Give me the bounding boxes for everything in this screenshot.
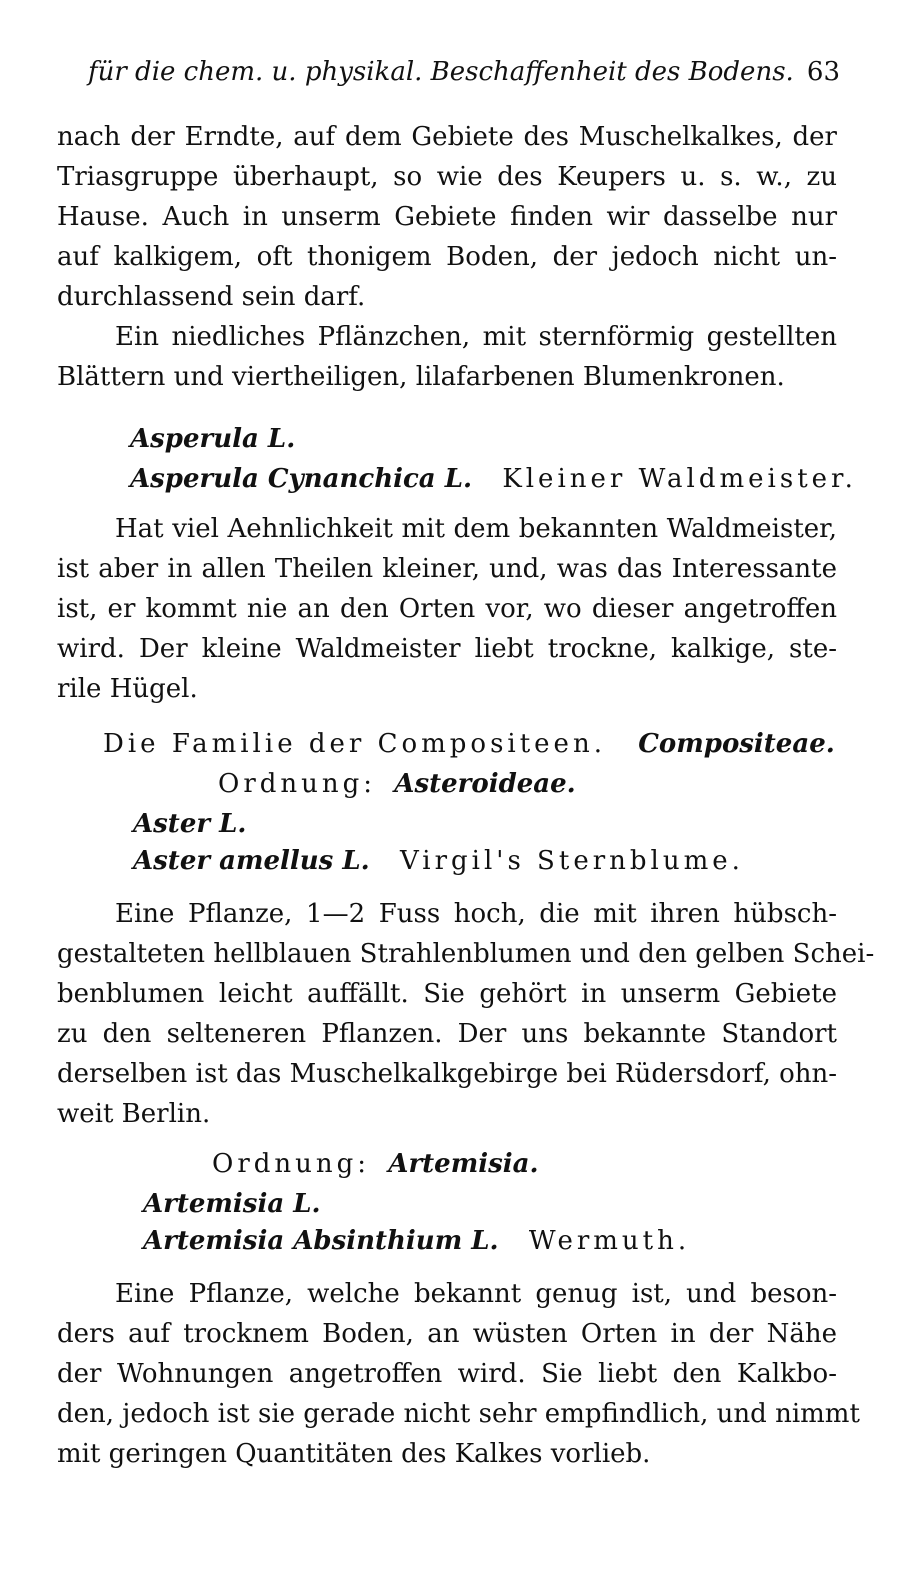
page-number: 63 xyxy=(806,57,840,87)
family-latin-name: Compositeae. xyxy=(638,729,835,759)
paragraph-line: zu den selteneren Pflanzen. Der uns bekannte Standort xyxy=(57,1019,837,1049)
species-latin-name: Asperula Cynanchica L. xyxy=(130,464,473,494)
order-label: Ordnung: xyxy=(218,769,377,799)
order-heading xyxy=(212,1145,539,1183)
paragraph-line: derselben ist das Muschelkalkgebirge bei Rüdersdorf, ohn- xyxy=(57,1059,838,1089)
paragraph-line: den, jedoch ist sie gerade nicht sehr empfindlich, und nimmt xyxy=(57,1399,860,1429)
order-name: Artemisia. xyxy=(388,1149,539,1179)
paragraph-line: benblumen leicht auffällt. Sie gehört in unserm Gebiete xyxy=(57,979,837,1009)
family-label: Die Familie der Compositeen. xyxy=(103,729,606,759)
paragraph-line: Eine Pflanze, 1—2 Fuss hoch, die mit ihren hübsch- xyxy=(115,899,837,929)
paragraph-line: Blättern und viertheiligen, lilafarbenen Blumenkronen. xyxy=(57,362,785,392)
paragraph-line: ist, er kommt nie an den Orten vor, wo dieser angetroffen xyxy=(57,594,837,624)
genus-heading: Aster L. xyxy=(133,809,247,839)
genus-heading: Artemisia L. xyxy=(143,1189,321,1219)
order-name: Asteroideae. xyxy=(394,769,576,799)
running-head: für die chem. u. physikal. Beschaffenheit des Bodens. xyxy=(88,57,794,87)
species-common-name: Wermuth. xyxy=(528,1226,691,1256)
paragraph-line: weit Berlin. xyxy=(57,1099,211,1129)
paragraph-line: Hause. Auch in unserm Gebiete finden wir dasselbe nur xyxy=(57,202,837,232)
paragraph-line: Hat viel Aehnlichkeit mit dem bekannten Waldmeister, xyxy=(115,514,837,544)
paragraph-line: wird. Der kleine Waldmeister liebt trockne, kalkige, ste- xyxy=(57,634,837,664)
page-header xyxy=(88,52,840,92)
paragraph-line: der Wohnungen angetroffen wird. Sie liebt den Kalkbo- xyxy=(57,1359,837,1389)
species-heading xyxy=(133,842,744,880)
paragraph-line: rile Hügel. xyxy=(57,674,198,704)
paragraph-line: gestalteten hellblauen Strahlenblumen und den gelben Schei- xyxy=(57,939,875,969)
species-common-name: Kleiner Waldmeister. xyxy=(502,464,857,494)
paragraph-line: Ein niedliches Pflänzchen, mit sternförmig gestellten xyxy=(115,322,837,352)
species-latin-name: Artemisia Absinthium L. xyxy=(143,1226,499,1256)
order-heading xyxy=(218,765,576,803)
species-latin-name: Aster amellus L. xyxy=(133,846,370,876)
paragraph-line: nach der Erndte, auf dem Gebiete des Muschelkalkes, der xyxy=(57,122,837,152)
paragraph-line: Triasgruppe überhaupt, so wie des Keupers u. s. w., zu xyxy=(57,162,837,192)
family-heading xyxy=(103,725,835,763)
species-heading xyxy=(143,1222,690,1260)
paragraph-line: ist aber in allen Theilen kleiner, und, was das Interessante xyxy=(57,554,837,584)
genus-heading: Asperula L. xyxy=(130,424,296,454)
paragraph-line: durchlassend sein darf. xyxy=(57,282,366,312)
species-common-name: Virgil's Sternblume. xyxy=(399,846,744,876)
order-label: Ordnung: xyxy=(212,1149,371,1179)
paragraph-line: ders auf trocknem Boden, an wüsten Orten in der Nähe xyxy=(57,1319,837,1349)
paragraph-line: auf kalkigem, oft thonigem Boden, der jedoch nicht un- xyxy=(57,242,837,272)
paragraph-line: mit geringen Quantitäten des Kalkes vorlieb. xyxy=(57,1439,651,1469)
species-heading xyxy=(130,460,857,498)
paragraph-line: Eine Pflanze, welche bekannt genug ist, und beson- xyxy=(115,1279,837,1309)
